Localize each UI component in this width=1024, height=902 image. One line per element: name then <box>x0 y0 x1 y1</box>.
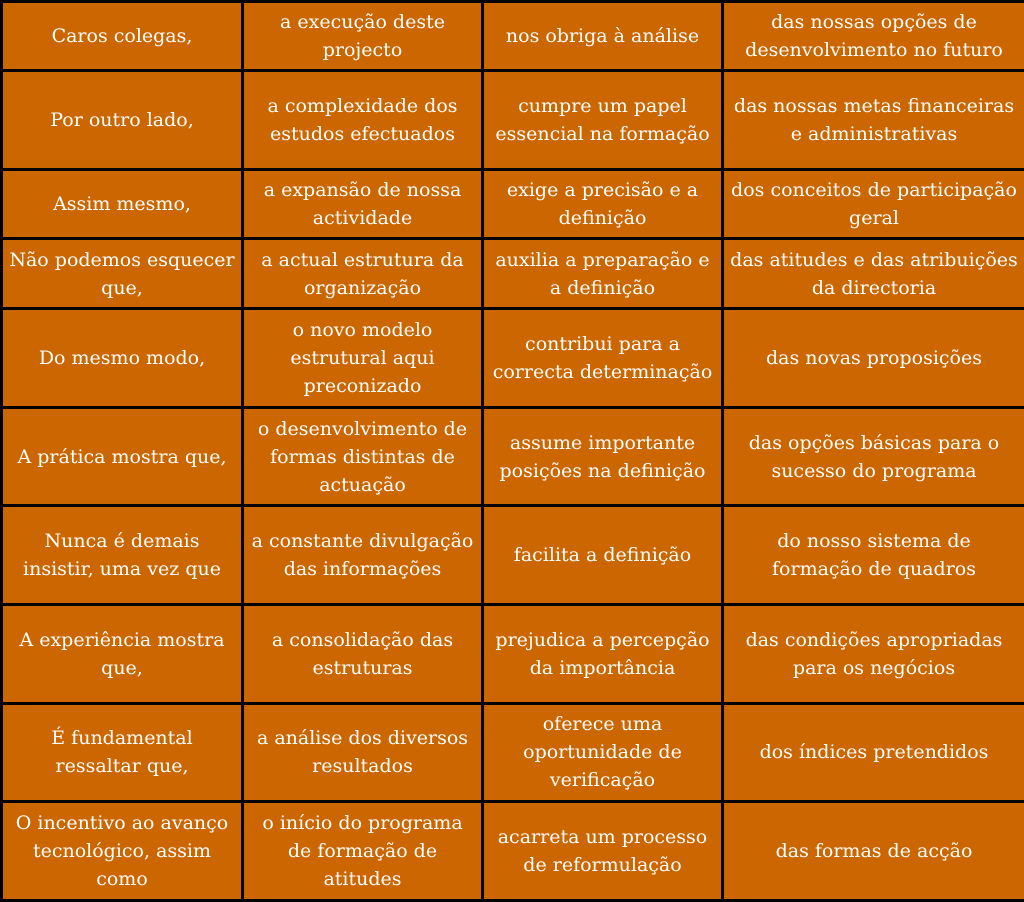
table-cell: Caros colegas, <box>3 3 241 69</box>
table-cell: Não podemos esquecer que, <box>3 240 241 307</box>
table-cell: das atitudes e das atribuições da directoria <box>724 240 1024 307</box>
table-cell: oferece uma oportunidade de verificação <box>484 705 721 801</box>
table-cell: a expansão de nossa actividade <box>244 171 481 237</box>
table-cell: a consolidação das estruturas <box>244 606 481 702</box>
table-cell: a constante divulgação das informações <box>244 507 481 603</box>
table-cell: O incentivo ao avanço tecnológico, assim como <box>3 803 241 899</box>
table-row <box>3 507 1024 603</box>
table-cell: Por outro lado, <box>3 72 241 168</box>
table-cell: contribui para a correcta determinação <box>484 310 721 406</box>
table-cell: do nosso sistema de formação de quadros <box>724 507 1024 603</box>
table-cell: auxilia a preparação e a definição <box>484 240 721 307</box>
table-cell: a análise dos diversos resultados <box>244 705 481 801</box>
table-cell: nos obriga à análise <box>484 3 721 69</box>
table-cell: das condições apropriadas para os negócios <box>724 606 1024 702</box>
table-cell: A prática mostra que, <box>3 409 241 505</box>
table-cell: das novas proposições <box>724 310 1024 406</box>
table-row <box>3 705 1024 801</box>
table-cell: o início do programa de formação de atitudes <box>244 803 481 899</box>
table-cell: prejudica a percepção da importância <box>484 606 721 702</box>
table-cell: o novo modelo estrutural aqui preconizado <box>244 310 481 406</box>
table-cell: A experiência mostra que, <box>3 606 241 702</box>
table-row <box>3 240 1024 307</box>
table-row <box>3 606 1024 702</box>
table-cell: Assim mesmo, <box>3 171 241 237</box>
table-cell: acarreta um processo de reformulação <box>484 803 721 899</box>
table-row <box>3 171 1024 237</box>
table-cell: exige a precisão e a definição <box>484 171 721 237</box>
table-cell: a execução deste projecto <box>244 3 481 69</box>
table-cell: a actual estrutura da organização <box>244 240 481 307</box>
table-cell: dos índices pretendidos <box>724 705 1024 801</box>
table-cell: das opções básicas para o sucesso do programa <box>724 409 1024 505</box>
table-cell: das nossas metas financeiras e administrativas <box>724 72 1024 168</box>
table-cell: dos conceitos de participação geral <box>724 171 1024 237</box>
table-cell: Do mesmo modo, <box>3 310 241 406</box>
table-cell: das nossas opções de desenvolvimento no futuro <box>724 3 1024 69</box>
table-cell: das formas de acção <box>724 803 1024 899</box>
table-row <box>3 409 1024 505</box>
table-cell: a complexidade dos estudos efectuados <box>244 72 481 168</box>
table-row <box>3 310 1024 406</box>
table-cell: cumpre um papel essencial na formação <box>484 72 721 168</box>
table-cell: Nunca é demais insistir, uma vez que <box>3 507 241 603</box>
table-row <box>3 3 1024 69</box>
table-row <box>3 803 1024 899</box>
table-cell: É fundamental ressaltar que, <box>3 705 241 801</box>
table-cell: assume importante posições na definição <box>484 409 721 505</box>
table-cell: facilita a definição <box>484 507 721 603</box>
table-row <box>3 72 1024 168</box>
table-cell: o desenvolvimento de formas distintas de actuação <box>244 409 481 505</box>
